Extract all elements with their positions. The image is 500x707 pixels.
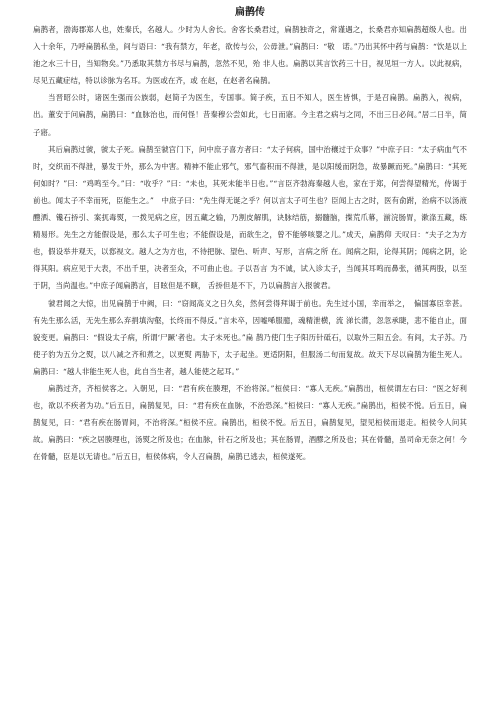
paragraph-qi-huanhou: 扁鹊过齐，齐桓侯客之。入朝见，曰：“君有疾在腠理，不治将深。”桓侯曰：“寡人无疾。”扁鹊出，桓侯谓左右曰：“医之好利也，欲以不疾者为功。”后五日，扁鹊复见，曰：“君有疾在血脉，不治恐深。”桓侯曰：“寡人无疾。”扁鹊出，桓侯不悦。后五日，扁鹊复见，曰：“君有疾在肠胃间，不治将深。”桓侯不应。扁鹊出，桓侯不悦。后五日，扁鹊复见，望见桓侯而退走。桓侯令人问其故。扁鹊曰：“疾之居腠理也，汤熨之所及也；在血脉，针石之所及也；其在肠胃，酒醪之所及也；其在骨髓，虽司命无奈之何！今在骨髓，臣是以无请也。”后五日，桓侯体病，令人召扁鹊，扁鹊已逃去，桓侯遂死。 [33,383,467,462]
paragraph-origin: 扁鹊者，渤海郡郑人也，姓秦氏，名越人。少时为人舍长。舍客长桑君过，扁鹊独奇之，常谨遇之，长桑君亦知扁鹊超级人也。出入十余年，乃呼扁鹊私坐，间与语曰：“我有禁方，年老，欲传与公，公毋泄。”扁鹊曰：“敬 诺。”乃出其怀中药与扁鹊：“饮是以上池之水三十日，当知物矣。”乃悉取其禁方书尽与扁鹊，忽然不见，殆 非人也。扁鹊以其言饮药三十日，视见垣一方人。以此视病，尽见五藏症结，特以诊脉为名耳。为医或在齐，或 在赵，在赵者名扁鹊。 [33,25,467,86]
paragraph-guo-lord: 虢君闻之大惊，出见扁鹊于中阙，曰：“窃闻高义之日久矣，然何尝得拜谒于前也。先生过小国，幸而举之， 偏国寡臣幸甚。有先生那么活，无先生那么弃捐填沟壑，长终而不得反。”言未卒，因嘘唏服臆，魂精泄横，流 涕长潸，忽忽承睫，悲不能自止，面貌变更。扁鹊曰：“假设太子病，所谓‘尸蹶’者也。太子未死也。”扁 鹊乃使门生子阳历针砥石，以取外三阳五会。有间，太子苏。乃使子豹为五分之熨，以八减之齐和煮之，以更熨 两胁下，太子起坐。更适阴阳，但服汤二旬而复故。故天下尽以扁鹊为能生死人。扁鹊曰：“越人非能生死人也，此自当生者，越人能使之起耳。” [33,298,467,376]
paragraph-jin-zhaogong: 当晋昭公时，诸医生强而公族弱，赵简子为医生，专国事。简子疾，五日不知人，医生皆惧，于是召扁鹊。扁鹊入，视病，出。董安于问扁鹊，扁鹊曰：“血脉治也，而何怪！昔秦穆公尝如此，七日而寤。今主君之病与之同，不出三日必间。”居二日半，简子寤。 [33,93,467,137]
document-title: 扁鹊传 [235,7,265,18]
paragraph-guo-prince: 其后扁鹊过虢，虢太子死。扁鹊至虢宫门下，问中庶子喜方者曰：“太子何病，国中治穰过于众事？”中庶子曰：“太子病血气不时，交织而不得泄，暴发于外，那么为中害。精神不能止邪气，邪气畜积而不得泄，是以阳缓而阴急，故暴蹶而死。”扁鹊曰：“其死何如时？”曰：“鸡鸣至今。”曰：“收乎？”曰：“未也，其死未能半日也。”“言臣齐勃海秦越人也，家在于郑，何尝得望精光，侍谒于前也。闻太子不幸而死，臣能生之。” 中庶子曰：“先生得无诞之乎？何以言太子可生也？臣闻上古之时，医有俞跗，治病不以汤液醴洒、镵石挢引、案扤毒熨，一拨见病之应，因五藏之输，乃割皮解肌，诀脉结筋，搦髓脑，揲荒爪幕，湔浣肠胃，漱涤五藏，练 精易形。先生之方能假设是，那么太子可生也；不能假设是，而欲生之，曾不能够咳婴之儿。”成天，扁鹊仰 天叹曰：“夫子之为方也，假设举井观天，以郄视文。越人之为方也，不待把脉、望色、听声、写形，言病之所 在。闻病之阳，论得其阴；闻病之阴，论得其阳。病应见于大表，不出千里，决者至众，不可曲止也。子以吾言 为不诚，试入诊太子，当闻其耳鸣而鼻张，循其两股，以至于阴，当尚温也。”中庶子闻扁鹊言，目眩但是不瞚， 舌挢但是不下，乃以扁鹊言入报虢君。 [33,144,467,291]
